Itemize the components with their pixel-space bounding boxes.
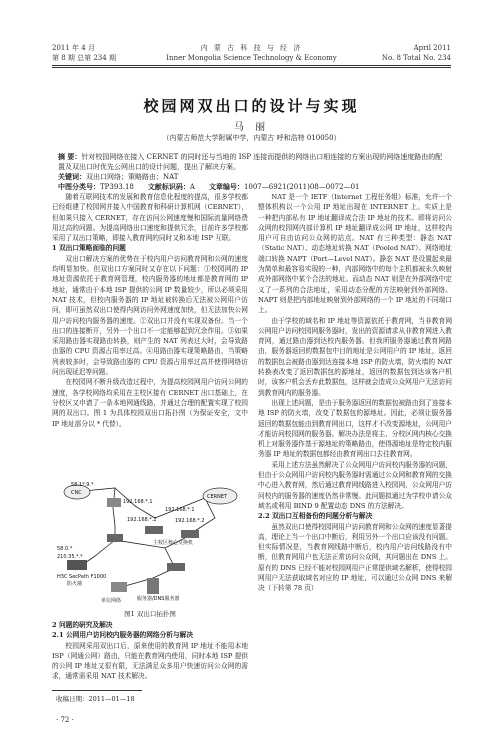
core-switch-icon xyxy=(145,526,163,534)
class-number xyxy=(58,182,134,192)
label-cernet: CERNET xyxy=(207,494,228,500)
label-fw: 防火墙 xyxy=(67,581,83,587)
left-column xyxy=(52,192,248,475)
paragraph: 随着互联网技术的发展和教育信息化程度的提高，很多学校都已经组建了校园网并接入中国教育和科研计算机网（CERNET），但如果只接入 CERNET，存在访问公网速度慢和国际流量网络费用过高的问题。为提高网络出口速度和提供冗余，目前许多学校都采用了双出口策略，即接入教育网的同时又和本地 ISP 互联。 xyxy=(52,193,248,243)
keywords-text: 双出口网络；策略路由；NAT xyxy=(86,173,179,181)
article-no-label: 文章编号： xyxy=(208,182,244,191)
article-no-value: 1007—6921(2011)08—0072—01 xyxy=(243,183,360,191)
label-r1: 192.168.*.1 xyxy=(123,499,153,505)
unit-network-icon xyxy=(111,582,127,592)
label-cernet-addr: 58.1*.9.* xyxy=(71,482,94,488)
class-value: TP393.18 xyxy=(100,183,134,191)
section-heading: 2.1 公网用户访问校内服务器的网络分析与解决 xyxy=(52,631,194,640)
article-number xyxy=(209,182,360,192)
header-issue-en: No. 8 Total No. 234 xyxy=(381,54,451,62)
paragraph: 虽然双出口使得校园网用户访问教育网和公众网的速度显著提高，理论上当一个出口中断后，利用另外一个出口应该没有问题。但实际情况是，当教育网线路中断后，校内用户访问线路没有中断，但教育网用户也无法正常访问公众网，其问题出在 DNS 上。原有的 DNS 已经不能对校园网用户正常提供域名解析，使得校园网用户无法获取域名对应的 IP 地址，可以通过公众网 DNS 来解决（下转第 78 页） xyxy=(258,522,452,593)
paragraph: 双出口解决方案的优势在于校内用户访问教育网和公网的速度均明显加快。但双出口方案同时又存在以下问题：①校园网的 IP 地址资源依托于教育网管理，校内服务器的地址都是教育网的 IP 地址，通常由于本地 ISP 提供的公网 IP 数量较少，所以必须采用 NAT 技术，但校内服务器的 IP 地址被转换后无法被公网用户访问，即可虽然双出口使得内网访问外网速度加快，但无法加快公网用户访问校内服务器的速度。②双出口并没有实现双备份。当一个出口的连接断开，另外一个出口不一定能够起到冗余作用。③如果采用路由器实现路由转换，则产生的 NAT 列表过大时，会导致路由器的 CPU 资源占用率过高。④用路由器实现策略路由，当策略列表较多时，会导致路由器的 CPU 资源占用率过高并使得网络访问出现延迟等问题。 xyxy=(52,254,248,377)
paragraph: NAT 是一个 IETF（Internet 工程任务组）标准，允许一个整体机构以一个公用 IP 地址出现在 INTERNET 上。实质上是一种把内部私有 IP 地址翻译成合法 IP 地址的技术。即将访问公众网的校园网内部计算机 IP 地址翻译成公网 IP 地址，这样校内用户可自由访问公众网的站点。NAT 有三种类型：静态 NAT（Static NAT）、动态地址转换 NAT（Pooled NAT）、网络地址端口转换 NAPT（Port—Level NAT）。静态 NAT 是设置起来最为简单和最容易实现的一种，内部网络中的每个主机都被永久映射成外部网络中某个合法的地址。而动态 NAT 则是在外部网络中定义了一系列的合法地址，采用动态分配的方法映射到外部网络。NAPT 则是把内部地址映射到外部网络的一个 IP 地址的不同端口上。 xyxy=(258,193,452,315)
received-date: 收稿日期：2011—01—18 xyxy=(56,695,135,703)
section-heading: 2 问题的研究及解决 xyxy=(52,621,113,629)
article-affiliation: （内蒙古师范大学附属中学，内蒙古 呼和浩特 010050） xyxy=(162,134,341,142)
branch-switch-icon xyxy=(181,530,199,538)
article-author: 马 丽 xyxy=(233,122,270,133)
classification xyxy=(58,182,446,192)
paragraph: 采用上述方法虽然解决了公众网用户访问校内服务器的问题，但由于公众网用户访问校内服务器时需通过公众网和教育网的交换中心进入教育网，然后通过教育网线路进入校园网，公众网用户访问校内的服务器的速度仍然非常慢。此问题拟通过为学校申请公众域名或利用 BIND 9 配置动态 DNS 的方法解决。 xyxy=(258,460,452,510)
switch-icon xyxy=(107,534,123,542)
header-journal-cn: 内 蒙 古 科 技 与 经 济 xyxy=(200,44,303,52)
section-heading: 1 双出口策略面临的问题 xyxy=(52,244,126,253)
header-date-en: April 2011 xyxy=(413,44,451,52)
article-title: 校园网双出口的设计与实现 xyxy=(143,97,360,115)
abstract-block xyxy=(58,152,446,192)
label-h3c: H3C SecPath F1000 xyxy=(57,574,107,580)
label-r2: 192.168.*.2 xyxy=(127,517,157,523)
label-srv: 服务器/DNS服务器 xyxy=(137,596,180,602)
paragraph: 由于学校的域名和 IP 地址等资源依托于教育网，当非教育网公网用户访问校园网服务器时，发出的资源请求从非教育网进入教育网，通过路由器到达校内服务器。但我所服务器通过教育网路由，服务器返回的数据包中目的地址是公网用户的 IP 地址，返回的数据包会被路由器到达连接本地 ISP 的防火墙，防火墙的 NAT 转换表改变了返回数据包的源地址，返回的数据包到达该客户机时，该客户机会丢弃此数据包，这样就会造成公众网用户无法访问到教育网内的服务器。 xyxy=(258,316,452,397)
label-left-ip: 58.0.* xyxy=(57,546,73,552)
doc-code-label: 文献标识码： xyxy=(147,182,190,191)
keywords-label: 关键词： xyxy=(58,172,86,181)
doc-code xyxy=(148,182,195,192)
server-icon xyxy=(147,578,159,594)
paragraph: 出现上述问题，是由于服务器返回的数据包被路由到了连接本地 ISP 的防火墙，改变了数据包的源地址。因此，必须让服务器返回的数据包能由到教育网出口，这样才不改变源地址，公网用户才能访问校园网的服务器。解决办法是将主、分校区网内核心交换机上对服务器作基于源地址的策略路由，使得源地址是特定校内服务器 IP 地址的数据包都经由教育网出口去往教育网。 xyxy=(258,398,452,459)
figure-caption: 图1 双出口拓扑图 xyxy=(124,610,176,618)
page-number: · 72 · xyxy=(56,716,74,724)
paragraph: 在校园网不断升级改造过程中，为提高校园网用户访问公网的速度，各学校网络均采用在主校区接有 CERNET 出口基础上，在分校区又申请了一条本地网通线路，并通过合理的配置实现了校园网的双出口。图 1 为具体校园双出口拓扑图（为保证安全，文中 IP 地址部分以 * 代替）。 xyxy=(52,378,248,428)
class-label: 中图分类号： xyxy=(58,182,100,191)
header-rule xyxy=(52,65,451,66)
keywords xyxy=(58,172,446,182)
label-r3: 192.168.*.1 xyxy=(165,507,195,513)
label-r4: 192.168.*.2 xyxy=(175,518,205,524)
firewall-icon xyxy=(67,560,87,570)
header-journal-en: Inner Mongolia Science Technology & Economy xyxy=(166,54,337,62)
topology-figure xyxy=(55,478,245,608)
footnote-rule xyxy=(52,690,142,691)
label-dept: 单位网络 xyxy=(101,598,122,604)
paragraph: 校园网采用双出口后，原来使用的教育网 IP 地址不能用本地 ISP（网通公网）路由，只能在教育网内使用，同时本地 ISP 提供的公网 IP 地址又很有限，无法满足众多用户快速访问公众网的需求，通常需采用 NAT 技术解决。 xyxy=(52,641,248,681)
left-column-bottom xyxy=(52,620,248,682)
abstract-text: 针对校园网络在接入 CERNET 的同时还与当地的 ISP 连接而提供的网络出口相连接的方案出现的网络速度路由的配置及双出口时优先公网出口的设计问题，提出了解决方案。 xyxy=(58,153,443,171)
header-issue: 第 8 期 总第 234 期 xyxy=(52,54,116,62)
abstract xyxy=(58,152,446,172)
label-ip2: 210.35.*.* xyxy=(57,554,83,560)
label-core: 主校区核心交换机 xyxy=(153,540,194,546)
section-heading: 2.2 双出口互相备份的问题分析与解决 xyxy=(258,512,373,521)
doc-code-value: A xyxy=(189,183,195,191)
abstract-label: 摘 要： xyxy=(58,152,82,161)
header-rule-2 xyxy=(52,67,451,68)
right-column xyxy=(258,192,452,694)
router-icon xyxy=(107,498,121,507)
header-year-month: 2011 年 4 月 xyxy=(52,44,95,52)
edge-switch-icon xyxy=(167,563,185,571)
label-cnc: CNC xyxy=(71,490,82,496)
